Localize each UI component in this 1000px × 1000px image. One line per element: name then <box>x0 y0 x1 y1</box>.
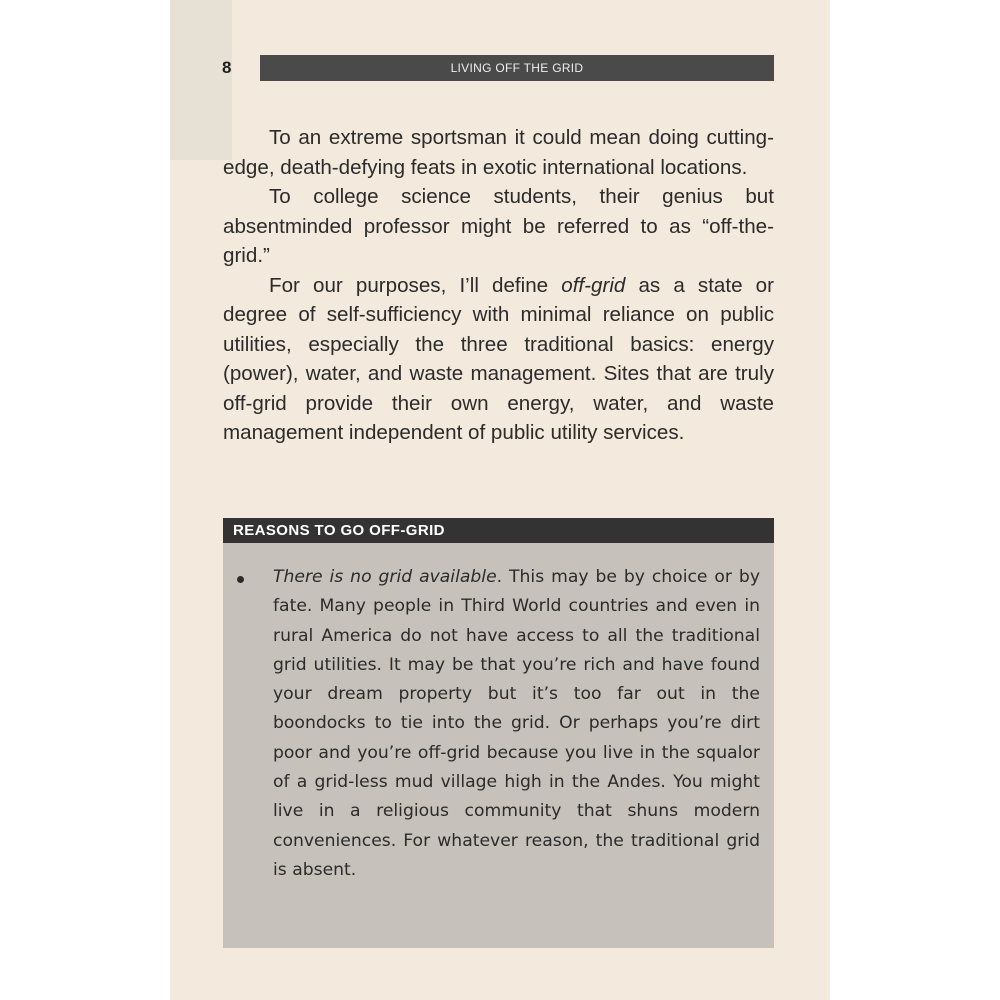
definition-intro: For our purposes, I’ll define <box>269 273 562 297</box>
sidebar-list-item <box>223 543 774 885</box>
book-page <box>170 0 830 1000</box>
page-number: 8 <box>222 58 232 77</box>
sidebar-item-text: . This may be by choice or by fate. Many people in Third World countries and even in rural America do not have access to all the traditional grid utilities. It may be that you’re rich and have found your dream property but it’s too far out in the boondocks to tie into the grid. Or perhaps you’re dirt poor and you’re off-grid because you live in the squalor of a grid-less mud village high in the Andes. You might live in a religious community that shuns modern conveniences. For whatever reason, the traditional grid is absent. <box>273 567 760 880</box>
body-text <box>223 123 774 448</box>
paragraph: To college science students, their genius but absentminded professor might be referred to as “off-the-grid.” <box>223 185 774 267</box>
defined-term: off-grid <box>561 273 626 297</box>
sidebar-box <box>223 518 774 948</box>
sidebar-title: REASONS TO GO OFF-GRID <box>223 518 774 543</box>
bullet-icon <box>237 576 244 583</box>
running-head-title: LIVING OFF THE GRID <box>450 61 584 75</box>
running-head <box>260 55 774 81</box>
definition-text: as a state or degree of self-sufficiency with minimal reliance on public utilities, especially the three traditional basics: energy (power), water, and waste management. Sites that are truly off-grid provide their own energy, water, and waste management independent of public utility services. <box>223 273 774 444</box>
paragraph-definition <box>223 271 774 448</box>
sidebar-item-lead: There is no grid available <box>273 567 497 587</box>
paragraph: To an extreme sportsman it could mean doing cutting-edge, death-defying feats in exotic international locations. <box>223 126 774 179</box>
